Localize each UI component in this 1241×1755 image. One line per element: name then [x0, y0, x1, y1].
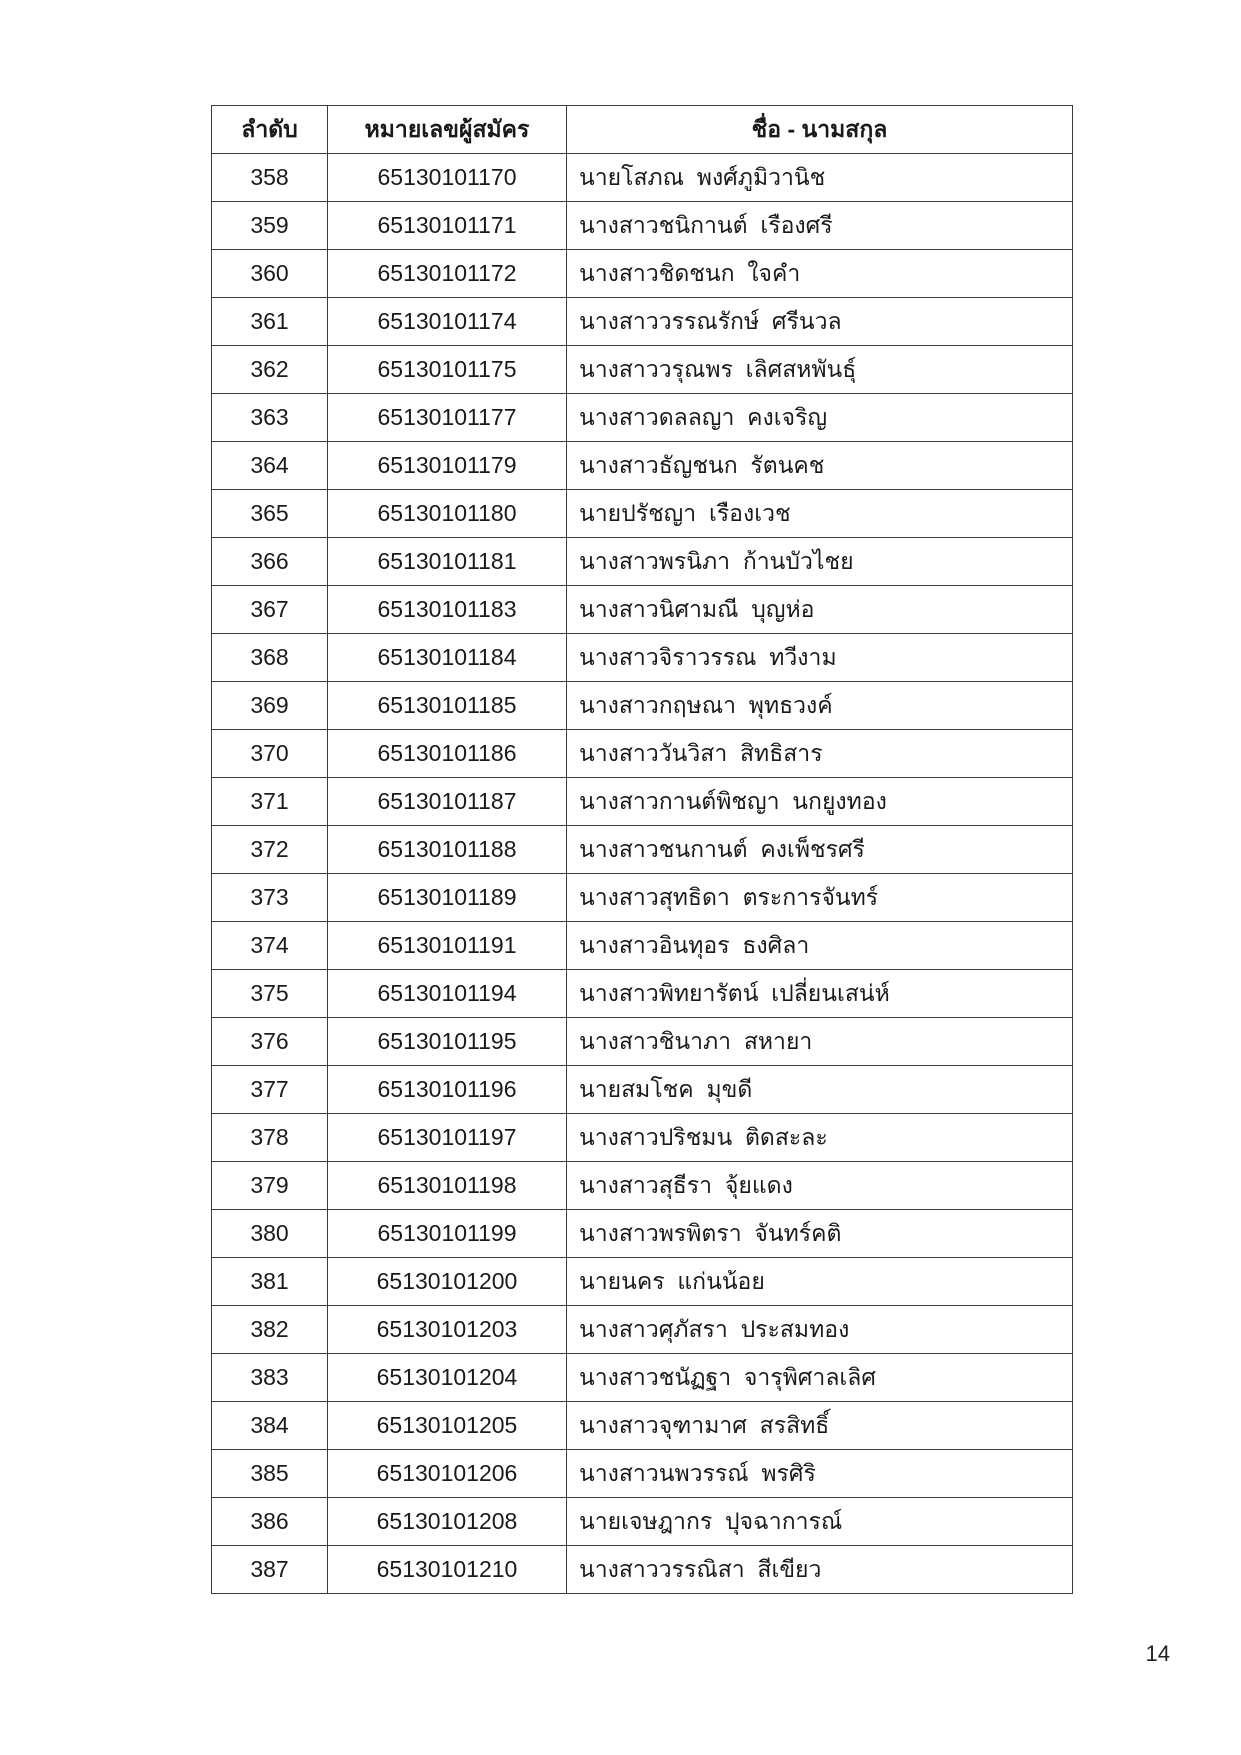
order-cell: 371 [212, 778, 328, 826]
table-row [212, 490, 1073, 538]
order-cell: 369 [212, 682, 328, 730]
table-row [212, 202, 1073, 250]
full-name-cell: นางสาวชนกานต์ คงเพ็ชรศรี [567, 826, 1073, 874]
full-name-cell: นายนคร แก่นน้อย [567, 1258, 1073, 1306]
order-cell: 386 [212, 1498, 328, 1546]
table-row [212, 442, 1073, 490]
table-row [212, 874, 1073, 922]
order-cell: 366 [212, 538, 328, 586]
order-cell: 385 [212, 1450, 328, 1498]
full-name-cell: นางสาวชนิกานต์ เรืองศรี [567, 202, 1073, 250]
header-applicant-id: หมายเลขผู้สมัคร [328, 106, 567, 154]
table-row [212, 346, 1073, 394]
table-row [212, 1450, 1073, 1498]
applicant-id-cell: 65130101179 [328, 442, 567, 490]
applicant-id-cell: 65130101174 [328, 298, 567, 346]
order-cell: 373 [212, 874, 328, 922]
page-number: 14 [1145, 1641, 1170, 1666]
table-row [212, 922, 1073, 970]
applicant-id-cell: 65130101171 [328, 202, 567, 250]
order-cell: 370 [212, 730, 328, 778]
order-cell: 363 [212, 394, 328, 442]
full-name-cell: นางสาวสุทธิดา ตระการจันทร์ [567, 874, 1073, 922]
table-row [212, 586, 1073, 634]
applicant-id-cell: 65130101198 [328, 1162, 567, 1210]
order-cell: 378 [212, 1114, 328, 1162]
full-name-cell: นางสาวพรนิภา ก้านบัวไชย [567, 538, 1073, 586]
full-name-cell: นางสาวดลลญา คงเจริญ [567, 394, 1073, 442]
table-row [212, 1306, 1073, 1354]
order-cell: 362 [212, 346, 328, 394]
full-name-cell: นางสาวศุภัสรา ประสมทอง [567, 1306, 1073, 1354]
applicant-id-cell: 65130101195 [328, 1018, 567, 1066]
table-row [212, 730, 1073, 778]
table-row [212, 1162, 1073, 1210]
table-row [212, 250, 1073, 298]
order-cell: 382 [212, 1306, 328, 1354]
applicant-id-cell: 65130101185 [328, 682, 567, 730]
full-name-cell: นางสาวชิดชนก ใจคำ [567, 250, 1073, 298]
applicant-id-cell: 65130101194 [328, 970, 567, 1018]
order-cell: 372 [212, 826, 328, 874]
table-row [212, 394, 1073, 442]
table-row [212, 970, 1073, 1018]
applicant-id-cell: 65130101172 [328, 250, 567, 298]
order-cell: 377 [212, 1066, 328, 1114]
applicant-id-cell: 65130101208 [328, 1498, 567, 1546]
applicant-id-cell: 65130101170 [328, 154, 567, 202]
applicant-id-cell: 65130101196 [328, 1066, 567, 1114]
table-row [212, 778, 1073, 826]
order-cell: 383 [212, 1354, 328, 1402]
applicant-id-cell: 65130101205 [328, 1402, 567, 1450]
full-name-cell: นางสาวกฤษณา พุทธวงค์ [567, 682, 1073, 730]
order-cell: 381 [212, 1258, 328, 1306]
full-name-cell: นายปรัชญา เรืองเวช [567, 490, 1073, 538]
applicant-id-cell: 65130101188 [328, 826, 567, 874]
table-row [212, 1354, 1073, 1402]
table-header-row [212, 106, 1073, 154]
full-name-cell: นางสาววรรณิสา สีเขียว [567, 1546, 1073, 1594]
table-row [212, 1066, 1073, 1114]
full-name-cell: นางสาวกานต์พิชญา นกยูงทอง [567, 778, 1073, 826]
full-name-cell: นางสาวพรพิตรา จันทร์คติ [567, 1210, 1073, 1258]
order-cell: 384 [212, 1402, 328, 1450]
full-name-cell: นางสาววรุณพร เลิศสหพันธุ์ [567, 346, 1073, 394]
full-name-cell: นางสาวจุฑามาศ สรสิทธิ์ [567, 1402, 1073, 1450]
applicant-id-cell: 65130101206 [328, 1450, 567, 1498]
table-row [212, 1258, 1073, 1306]
applicant-id-cell: 65130101189 [328, 874, 567, 922]
order-cell: 359 [212, 202, 328, 250]
order-cell: 379 [212, 1162, 328, 1210]
full-name-cell: นางสาวธัญชนก รัตนคช [567, 442, 1073, 490]
order-cell: 375 [212, 970, 328, 1018]
header-full-name: ชื่อ - นามสกุล [567, 106, 1073, 154]
applicant-id-cell: 65130101210 [328, 1546, 567, 1594]
applicant-id-cell: 65130101199 [328, 1210, 567, 1258]
order-cell: 380 [212, 1210, 328, 1258]
full-name-cell: นางสาวจิราวรรณ ทวีงาม [567, 634, 1073, 682]
table-row [212, 634, 1073, 682]
table-row [212, 154, 1073, 202]
full-name-cell: นางสาวชนัฏฐา จารุพิศาลเลิศ [567, 1354, 1073, 1402]
applicant-id-cell: 65130101180 [328, 490, 567, 538]
table-row [212, 826, 1073, 874]
table-row [212, 538, 1073, 586]
full-name-cell: นายสมโชค มุขดี [567, 1066, 1073, 1114]
full-name-cell: นางสาวอินทุอร ธงศิลา [567, 922, 1073, 970]
applicant-id-cell: 65130101204 [328, 1354, 567, 1402]
full-name-cell: นายโสภณ พงศ์ภูมิวานิช [567, 154, 1073, 202]
order-cell: 374 [212, 922, 328, 970]
table-row [212, 1210, 1073, 1258]
full-name-cell: นางสาวปริชมน ติดสะละ [567, 1114, 1073, 1162]
header-order: ลำดับ [212, 106, 328, 154]
table-row [212, 1018, 1073, 1066]
applicant-id-cell: 65130101186 [328, 730, 567, 778]
order-cell: 367 [212, 586, 328, 634]
applicant-id-cell: 65130101200 [328, 1258, 567, 1306]
applicant-id-cell: 65130101175 [328, 346, 567, 394]
full-name-cell: นางสาวพิทยารัตน์ เปลี่ยนเสน่ห์ [567, 970, 1073, 1018]
order-cell: 358 [212, 154, 328, 202]
order-cell: 368 [212, 634, 328, 682]
table-row [212, 298, 1073, 346]
applicant-id-cell: 65130101183 [328, 586, 567, 634]
table-row [212, 1498, 1073, 1546]
full-name-cell: นางสาวนพวรรณ์ พรศิริ [567, 1450, 1073, 1498]
applicant-id-cell: 65130101203 [328, 1306, 567, 1354]
applicant-id-cell: 65130101184 [328, 634, 567, 682]
full-name-cell: นางสาวชินาภา สหายา [567, 1018, 1073, 1066]
order-cell: 364 [212, 442, 328, 490]
order-cell: 361 [212, 298, 328, 346]
table-row [212, 1114, 1073, 1162]
applicant-id-cell: 65130101181 [328, 538, 567, 586]
table-row [212, 682, 1073, 730]
table-row [212, 1546, 1073, 1594]
full-name-cell: นางสาววันวิสา สิทธิสาร [567, 730, 1073, 778]
full-name-cell: นายเจษฎากร ปุจฉาการณ์ [567, 1498, 1073, 1546]
order-cell: 376 [212, 1018, 328, 1066]
full-name-cell: นางสาวสุธีรา จุ้ยแดง [567, 1162, 1073, 1210]
applicant-id-cell: 65130101191 [328, 922, 567, 970]
applicant-list-table [211, 105, 1073, 1594]
table-row [212, 1402, 1073, 1450]
applicant-id-cell: 65130101197 [328, 1114, 567, 1162]
order-cell: 360 [212, 250, 328, 298]
order-cell: 387 [212, 1546, 328, 1594]
full-name-cell: นางสาวนิศามณี บุญห่อ [567, 586, 1073, 634]
applicant-id-cell: 65130101177 [328, 394, 567, 442]
applicant-id-cell: 65130101187 [328, 778, 567, 826]
order-cell: 365 [212, 490, 328, 538]
full-name-cell: นางสาววรรณรักษ์ ศรีนวล [567, 298, 1073, 346]
